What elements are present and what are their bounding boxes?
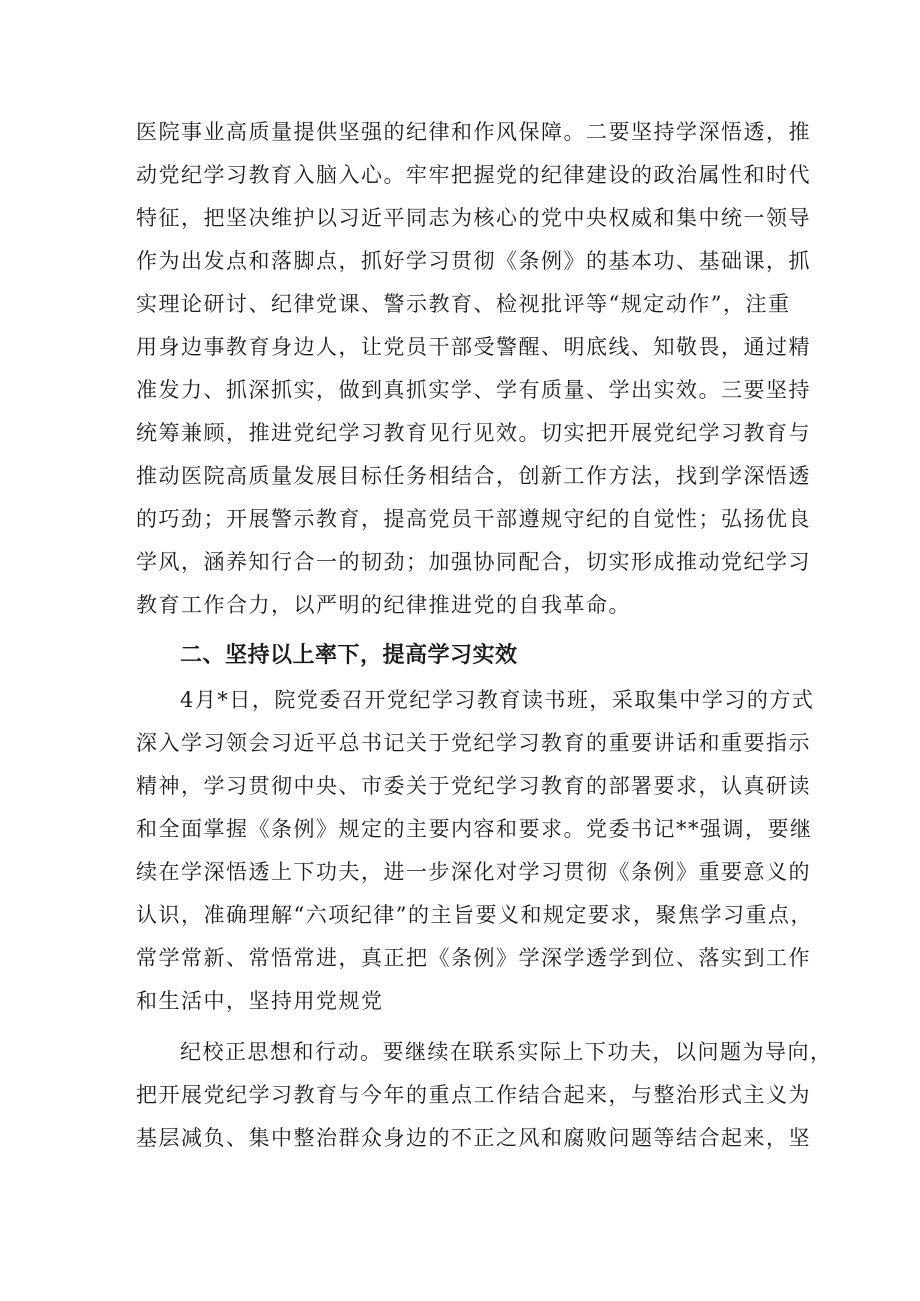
text-line: 实理论研讨、纪律党课、警示教育、检视批评等“规定动作”，注重 [136, 292, 791, 316]
text-line: 的巧劲；开展警示教育，提高党员干部遵规守纪的自觉性；弘扬优良 [136, 507, 811, 531]
text-line: 常学常新、常悟常进，真正把《条例》学深学透学到位、落实到工作 [136, 946, 811, 970]
text-line: 4月*日，院党委召开党纪学习教育读书班，采取集中学习的方式 [180, 688, 815, 712]
text-line: 特征，把坚决维护以习近平同志为核心的党中央权威和集中统一领导 [136, 206, 811, 230]
text-line: 推动医院高质量发展目标任务相结合，创新工作方法，找到学深悟透 [136, 464, 811, 488]
section-heading: 二、坚持以上率下，提高学习实效 [180, 643, 518, 668]
text-line: 精神，学习贯彻中央、市委关于党纪学习教育的部署要求，认真研读 [136, 774, 811, 798]
text-line: 动党纪学习教育入脑入心。牢牢把握党的纪律建设的政治属性和时代 [136, 163, 811, 187]
text-line: 准发力、抓深抓实，做到真抓实学、学有质量、学出实效。三要坚持 [136, 378, 811, 402]
text-line: 续在学深悟透上下功夫，进一步深化对学习贯彻《条例》重要意义的 [136, 860, 811, 884]
text-line: 和全面掌握《条例》规定的主要内容和要求。党委书记**强调，要继 [136, 817, 813, 841]
text-line: 基层减负、集中整治群众身边的不正之风和腐败问题等结合起来，坚 [136, 1126, 811, 1150]
text-line: 和生活中，坚持用党规党 [136, 989, 384, 1013]
text-line: 教育工作合力，以严明的纪律推进党的自我革命。 [136, 593, 631, 617]
text-line: 用身边事教育身边人，让党员干部受警醒、明底线、知敬畏，通过精 [136, 335, 811, 359]
text-line: 纪校正思想和行动。要继续在联系实际上下功夫，以问题为导向， [180, 1040, 833, 1064]
text-line: 把开展党纪学习教育与今年的重点工作结合起来，与整治形式主义为 [136, 1083, 811, 1107]
text-line: 统筹兼顾，推进党纪学习教育见行见效。切实把开展党纪学习教育与 [136, 421, 811, 445]
text-line: 认识，准确理解“六项纪律”的主旨要义和规定要求，聚焦学习重点， [136, 903, 813, 927]
text-line: 深入学习领会习近平总书记关于党纪学习教育的重要讲话和重要指示 [136, 731, 811, 755]
text-line: 学风，涵养知行合一的韧劲；加强协同配合，切实形成推动党纪学习 [136, 550, 811, 574]
text-line: 医院事业高质量提供坚强的纪律和作风保障。二要坚持学深悟透，推 [136, 120, 811, 144]
text-line: 作为出发点和落脚点，抓好学习贯彻《条例》的基本功、基础课，抓 [136, 249, 811, 273]
